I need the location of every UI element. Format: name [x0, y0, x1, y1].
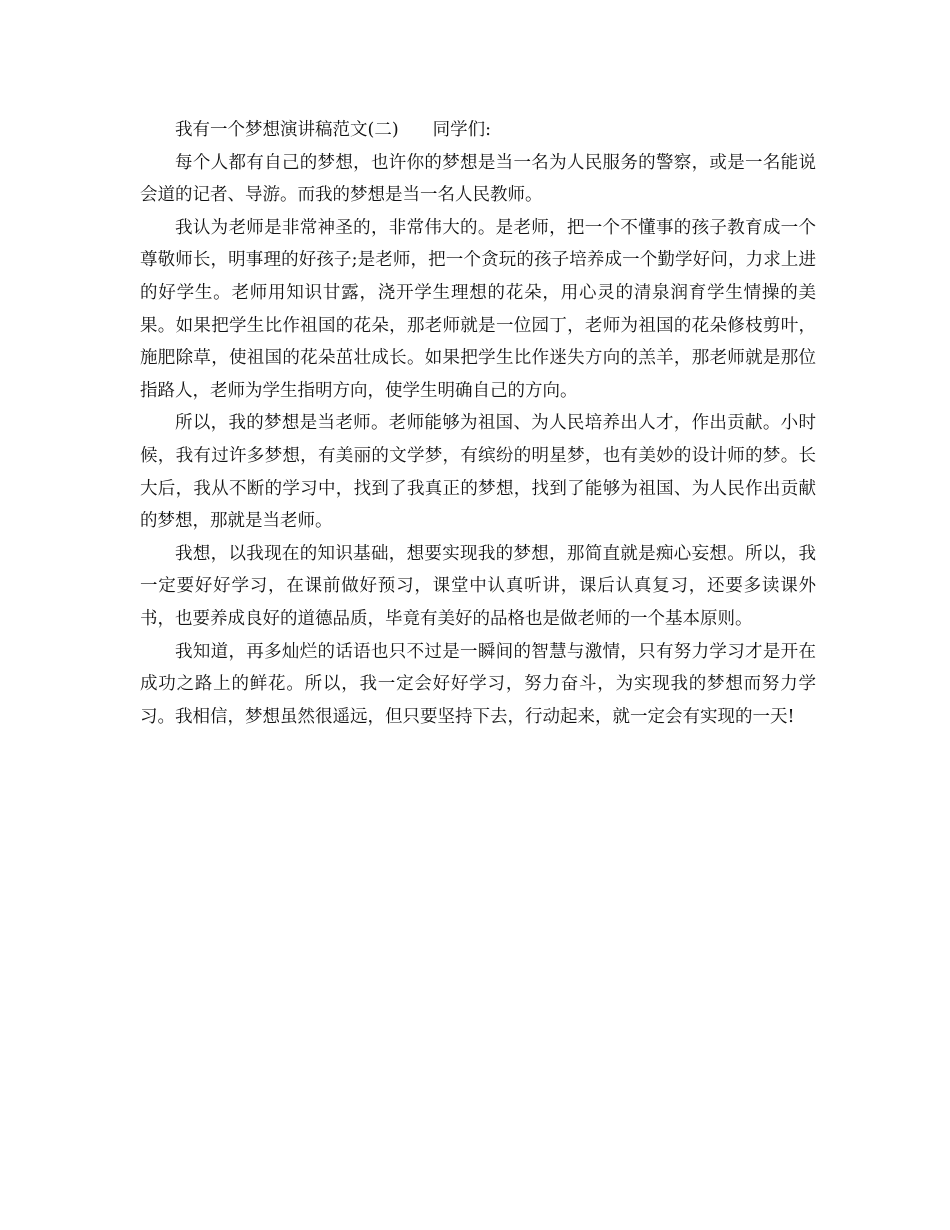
greeting: 同学们: — [432, 120, 492, 140]
document-title: 我有一个梦想演讲稿范文(二) — [175, 120, 399, 140]
paragraph: 每个人都有自己的梦想，也许你的梦想是当一名为人民服务的警察，或是一名能说会道的记者、导游。而我的梦想是当一名人民教师。 — [140, 152, 816, 206]
paragraph: 我认为老师是非常神圣的，非常伟大的。是老师，把一个不懂事的孩子教育成一个尊敬师长，明事理的好孩子;是老师，把一个贪玩的孩子培养成一个勤学好问，力求上进的好学生。老师用知识甘露，浇开学生理想的花朵，用心灵的清泉润育学生情操的美果。如果把学生比作祖国的花朵，那老师就是一位园丁，老师为祖国的花朵修枝剪叶，施肥除草，使祖国的花朵茁壮成长。如果把学生比作迷失方向的羔羊，那老师就是那位指路人，老师为学生指明方向，使学生明确自己的方向。 — [140, 217, 816, 401]
title-line — [140, 114, 816, 147]
document-body — [140, 114, 816, 733]
paragraph: 我知道，再多灿烂的话语也只不过是一瞬间的智慧与激情，只有努力学习才是开在成功之路上的鲜花。所以，我一定会好好学习，努力奋斗，为实现我的梦想而努力学习。我相信，梦想虽然很遥远，但只要坚持下去，行动起来，就一定会有实现的一天! — [140, 641, 816, 727]
paragraph: 我想，以我现在的知识基础，想要实现我的梦想，那简直就是痴心妄想。所以，我一定要好好学习，在课前做好预习，课堂中认真听讲，课后认真复习，还要多读课外书，也要养成良好的道德品质，毕竟有美好的品格也是做老师的一个基本原则。 — [140, 543, 816, 629]
paragraph: 所以，我的梦想是当老师。老师能够为祖国、为人民培养出人才，作出贡献。小时候，我有过许多梦想，有美丽的文学梦，有缤纷的明星梦，也有美妙的设计师的梦。长大后，我从不断的学习中，找到了我真正的梦想，找到了能够为祖国、为人民作出贡献的梦想，那就是当老师。 — [140, 413, 816, 532]
